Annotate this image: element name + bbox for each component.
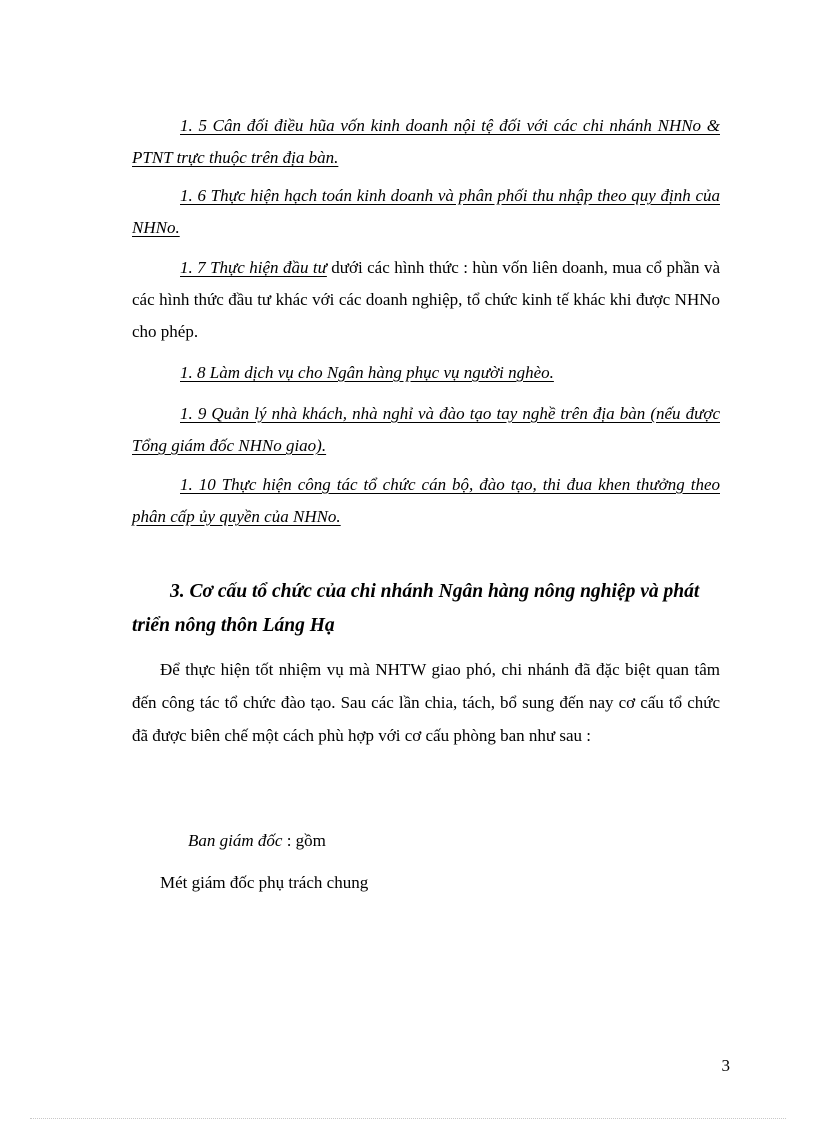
list-item [132, 252, 720, 348]
director-line: Mét giám đốc phụ trách chung [160, 873, 369, 892]
board-label: Ban giám đốc [188, 831, 283, 850]
item-text: 1. 5 Cân đối điều hũa vốn kinh doanh nội tệ đối với các chi nhánh NHNo & PTNT trực thuộc trên địa bàn. [132, 116, 720, 167]
item-text: 1. 8 Làm dịch vụ cho Ngân hàng phục vụ người nghèo. [180, 363, 554, 382]
page-number: 3 [721, 1056, 730, 1075]
item-lead: 1. 7 Thực hiện đầu tư [180, 258, 327, 277]
board-suffix: : gồm [282, 831, 326, 850]
section-body: Để thực hiện tốt nhiệm vụ mà NHTW giao phó, chi nhánh đã đặc biệt quan tâm đến công tác tổ chức đào tạo. Sau các lần chia, tách, bổ sung đến nay cơ cấu tổ chức đã được biên chế một cách phù hợp với cơ cấu phòng ban như sau : [132, 660, 720, 745]
list-item [132, 398, 720, 462]
footer-divider [30, 1118, 786, 1119]
list-item [132, 180, 720, 244]
list-item [132, 357, 720, 389]
section-heading: 3. Cơ cấu tổ chức của chi nhánh Ngân hàng nông nghiệp và phát triển nông thôn Láng Hạ [132, 581, 700, 636]
item-text: 1. 6 Thực hiện hạch toán kinh doanh và phân phối thu nhập theo quy định của NHNo. [132, 186, 720, 237]
item-text: 1. 10 Thực hiện công tác tổ chức cán bộ, đào tạo, thi đua khen thưởng theo phân cấp ủy quyền của NHNo. [132, 475, 720, 526]
item-text: 1. 9 Quản lý nhà khách, nhà nghỉ và đào tạo tay nghề trên địa bàn (nếu được Tổng giám đốc NHNo giao). [132, 404, 720, 455]
list-item [132, 469, 720, 533]
list-item [132, 110, 720, 174]
item-rest: dưới các hình thức : hùn vốn liên doanh, mua cổ phần và các hình thức đầu tư khác với các doanh nghiệp, tổ chức kinh tế khác khi được NHNo cho phép. [132, 258, 720, 341]
board-line [188, 831, 326, 851]
